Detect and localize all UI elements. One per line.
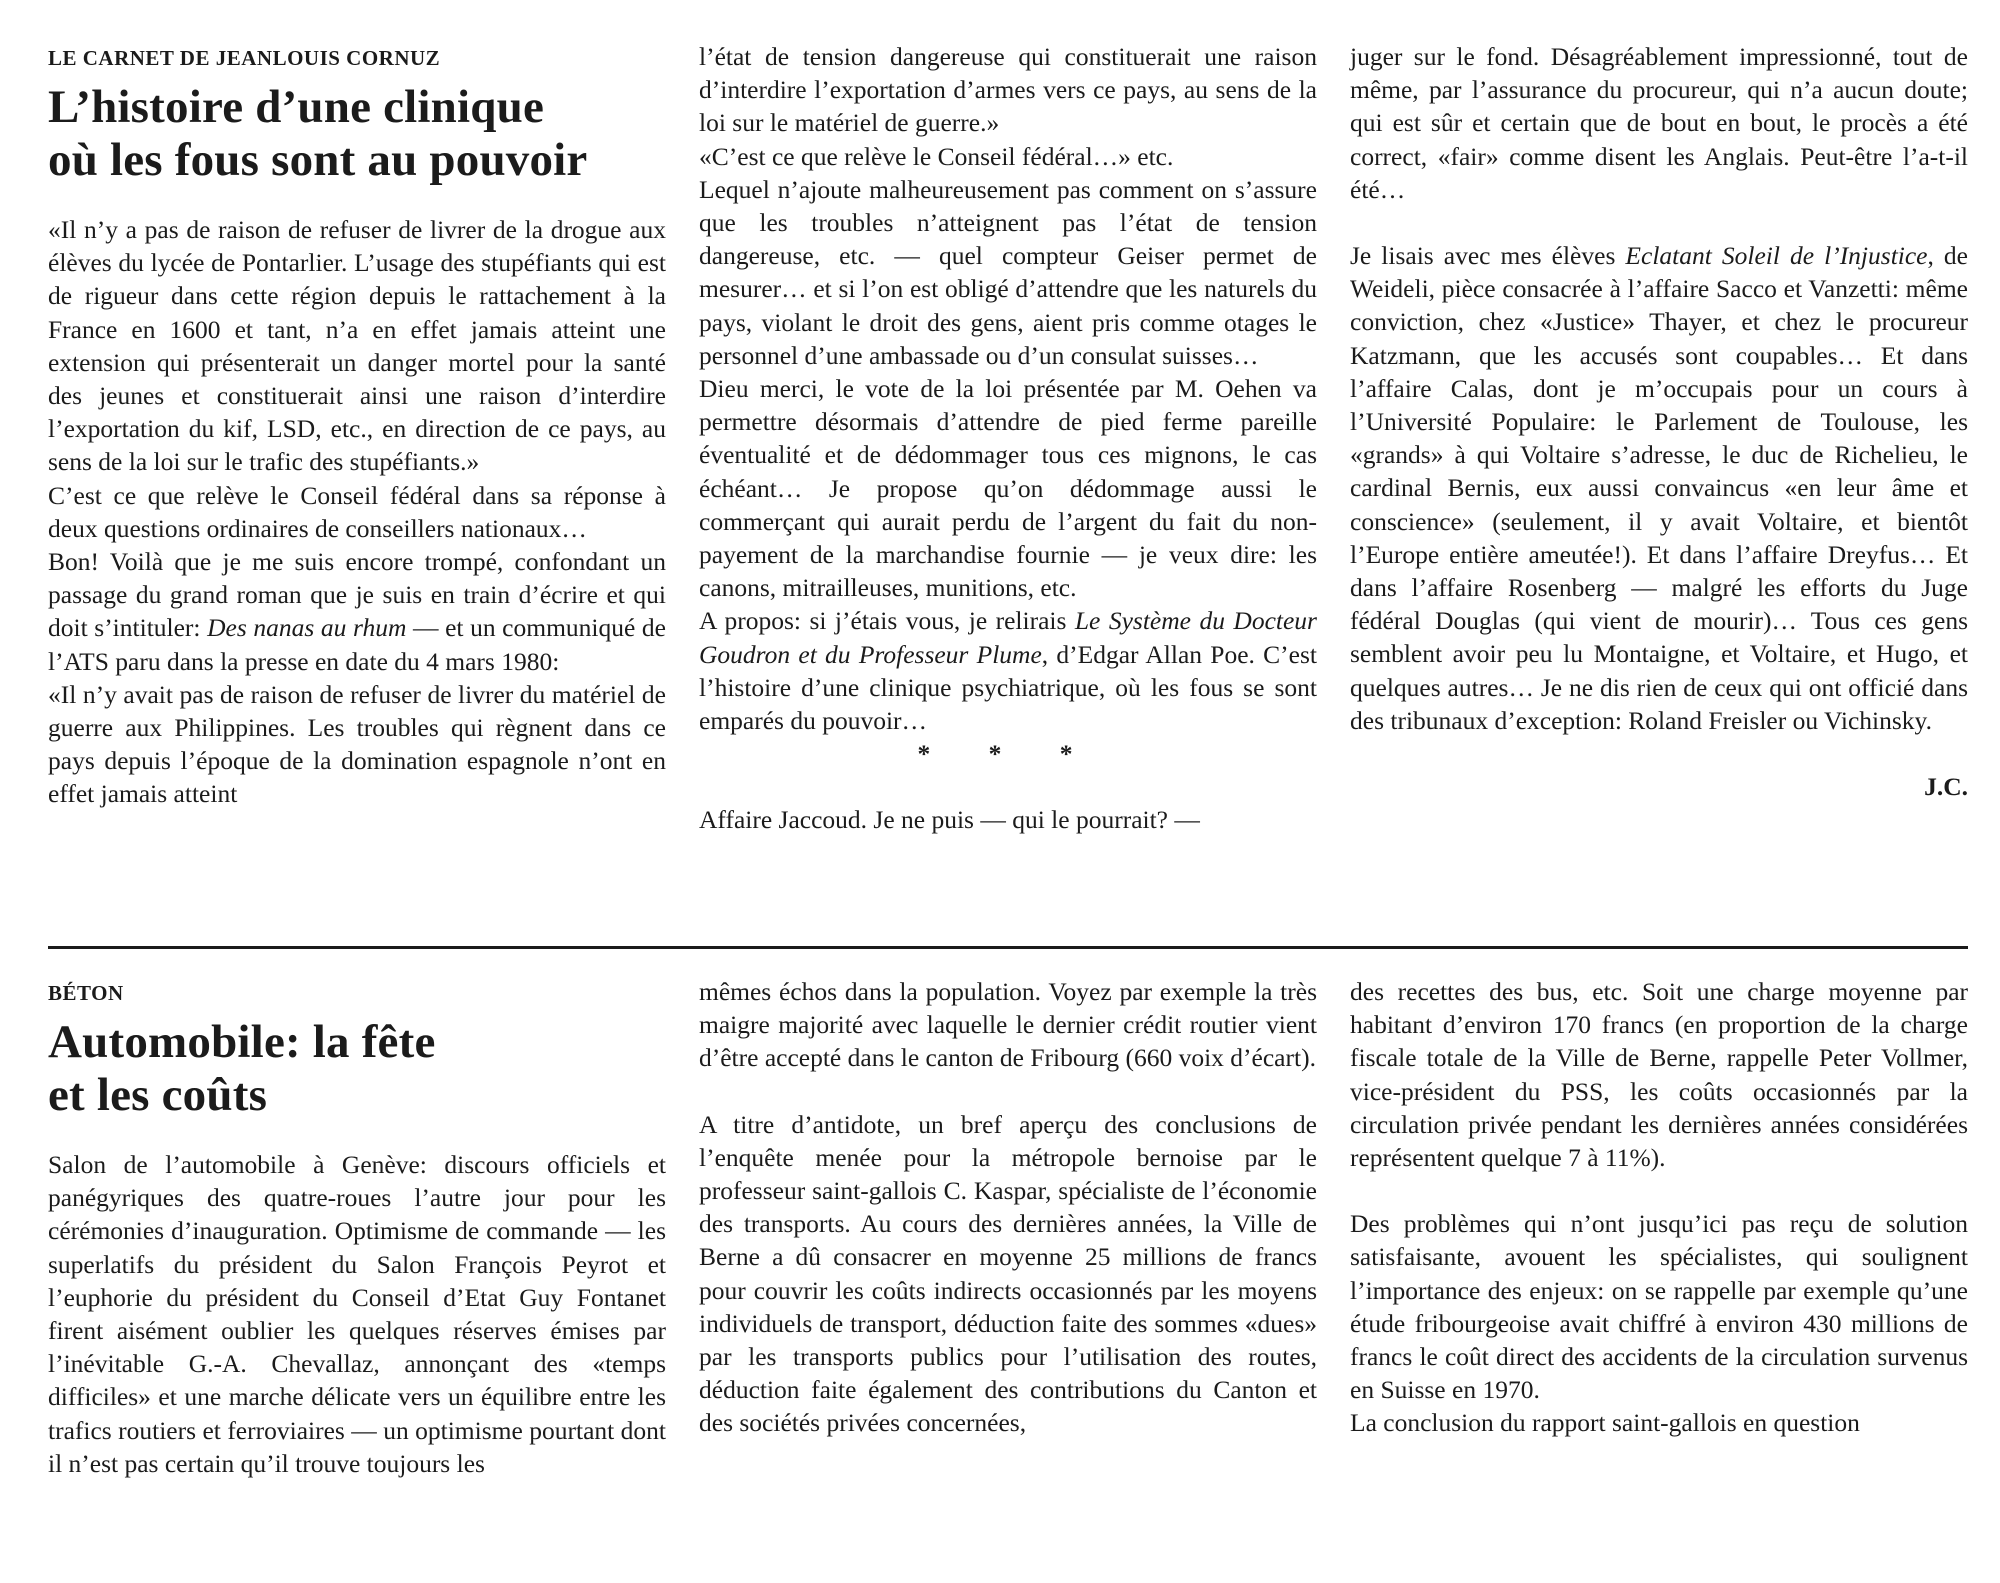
column-1 bbox=[48, 975, 666, 1480]
paragraph: juger sur le fond. Désagréablement impressionné, tout de même, par l’assurance du procureur, qui n’a aucun doute; qui est sûr et certain que de bout en bout, le procès a été correct, «fair» comme disent les Anglais. Peut-être l’a-t-il été… bbox=[1350, 42, 1968, 204]
column-3 bbox=[1350, 975, 1968, 1480]
paragraph: La conclusion du rapport saint-gallois en question bbox=[1350, 1408, 1860, 1438]
paragraph bbox=[1350, 239, 1968, 737]
article-beton bbox=[48, 975, 1968, 1535]
spacer bbox=[1350, 1174, 1968, 1207]
article-columns bbox=[48, 40, 1968, 837]
author-signature: J.C. bbox=[1924, 772, 1968, 802]
paragraph: Salon de l’automobile à Genève: discours officiels et panégyriques des quatre-roues l’autre jour pour les cérémonies d’inauguration. Optimisme de commande — les superlatifs du président du Salon François Peyrot et l’euphorie du président du Conseil d’Etat Guy Fontanet firent aisément oublier les quelques réserves émises par l’inévitable G.-A. Chevallaz, annonçant des «temps difficiles» et une marche délicate vers un équilibre entre les trafics routiers et ferroviaires — un optimisme pourtant dont il n’est pas certain qu’il trouve toujours les bbox=[48, 1150, 666, 1478]
paragraph: «Il n’y avait pas de raison de refuser de livrer du matériel de guerre aux Philippines. Les troubles qui règnent dans ce pays depuis l’époque de la domination espagnole n’ont en effet jamais atteint bbox=[48, 679, 666, 809]
text-run: A propos: si j’étais vous, je relirais bbox=[699, 606, 1075, 636]
article-headline bbox=[48, 81, 666, 187]
paragraph: Des problèmes qui n’ont jusqu’ici pas reçu de solution satisfaisante, avouent les spécialistes, qui soulignent l’importance des enjeux: on se rappelle par exemple qu’une étude fribourgeoise avait chiffré à environ 430 millions de francs le coût direct des accidents de la circulation survenus en Suisse en 1970. bbox=[1350, 1209, 1968, 1405]
section-separator-stars: * * * bbox=[917, 739, 1099, 769]
text-run: — et un communiqué de l’ATS paru dans la presse en date du 4 mars 1980: bbox=[48, 613, 666, 676]
headline-line-1: Automobile: la fête bbox=[48, 1016, 436, 1068]
paragraph: l’état de tension dangereuse qui constituerait une raison d’interdire l’exportation d’armes vers ce pays, au sens de la loi sur le matériel de guerre.» bbox=[699, 42, 1317, 138]
text-run: , de Weideli, pièce consacrée à l’affaire Sacco et Vanzetti: même conviction, chez «Justice» Thayer, et chez le procureur Katzmann, que les accusés sont coupables… Et dans l’affaire Calas, dont je m’occupais pour un cours à l’Université Populaire: le Parlement de Toulouse, les «grands» à qui Voltaire s’adresse, le duc de Richelieu, le cardinal Bernis, eux aussi convaincus «en leur âme et conscience» (seulement, il y avait Voltaire, et bientôt l’Europe entière ameutée!). Et dans l’affaire Dreyfus… Et dans l’affaire Rosenberg — malgré les efforts du Juge fédéral Douglas (qui vient de mourir)… Tous ces gens semblent avoir peu lu Montaigne, et Voltaire, et Hugo, et quelques autres… Je ne dis rien de ceux qui ont officié dans des tribunaux d’exception: Roland Freisler ou Vichinsky. bbox=[1350, 241, 1968, 735]
text-run: Je lisais avec mes élèves bbox=[1350, 241, 1626, 271]
italic-title: Eclatant Soleil de l’Injustice bbox=[1625, 241, 1928, 271]
headline-line-2: où les fous sont au pouvoir bbox=[48, 134, 588, 186]
paragraph: C’est ce que relève le Conseil fédéral dans sa réponse à deux questions ordinaires de conseillers nationaux… bbox=[48, 480, 666, 543]
paragraph: des recettes des bus, etc. Soit une charge moyenne par habitant d’environ 170 francs (en proportion de la charge fiscale totale de la Ville de Berne, rappelle Peter Vollmer, vice-président du PSS, les coûts occasionnés par la circulation privée pendant les dernières années considérées représentent quelque 7 à 11%). bbox=[1350, 977, 1968, 1173]
spacer bbox=[699, 1075, 1317, 1108]
text-run: , d’Edgar Allan Poe. C’est l’histoire d’une clinique psychiatrique, où les fous se sont emparés du pouvoir… bbox=[699, 639, 1317, 736]
italic-title: Le Système du Docteur Goudron et du Professeur Plume bbox=[699, 606, 1317, 669]
column-2 bbox=[699, 40, 1317, 837]
column-3 bbox=[1350, 40, 1968, 837]
paragraph bbox=[48, 545, 666, 678]
article-kicker: BÉTON bbox=[48, 981, 124, 1005]
spacer bbox=[1350, 206, 1968, 239]
text-run: Bon! Voilà que je me suis encore trompé, confondant un passage du grand roman que je suis en train d’écrire et qui doit s’intituler: bbox=[48, 547, 666, 643]
article-carnet bbox=[48, 40, 1968, 920]
section-divider bbox=[48, 946, 1968, 949]
headline-line-1: L’histoire d’une clinique bbox=[48, 81, 544, 133]
article-columns bbox=[48, 975, 1968, 1480]
article-headline bbox=[48, 1016, 666, 1122]
paragraph: Dieu merci, le vote de la loi présentée par M. Oehen va permettre désormais d’attendre de pied ferme pareille éventualité et de dédommager tous ces mignons, le cas échéant… Je propose qu’on dédommage aussi le commerçant qui aurait perdu de l’argent du fait du non-payement de la marchandise fournie — je veux dire: les canons, mitrailleuses, munitions, etc. bbox=[699, 374, 1317, 603]
italic-title: Des nanas au rhum bbox=[207, 613, 407, 643]
column-2 bbox=[699, 975, 1317, 1480]
spacer bbox=[1350, 737, 1968, 770]
paragraph: «Il n’y a pas de raison de refuser de livrer de la drogue aux élèves du lycée de Pontarlier. L’usage des stupéfiants qui est de rigueur dans cette région depuis le rattachement à la France en 1600 et tant, n’a en effet jamais atteint une extension qui présenterait un danger mortel pour la santé des jeunes et constituerait ainsi une raison d’interdire l’exportation du kif, LSD, etc., en direction de ce pays, au sens de la loi sur le trafic des stupéfiants.» bbox=[48, 215, 666, 477]
paragraph: mêmes échos dans la population. Voyez par exemple la très maigre majorité avec laquelle le dernier crédit routier vient d’être accepté dans le canton de Fribourg (660 voix d’écart). bbox=[699, 977, 1317, 1073]
paragraph: «C’est ce que relève le Conseil fédéral…» etc. bbox=[699, 141, 1174, 171]
paragraph: Lequel n’ajoute malheureusement pas comment on s’assure que les troubles n’atteignent pas l’état de tension dangereuse, etc. — quel compteur Geiser permet de mesurer… et si l’on est obligé d’attendre que les naturels du pays, violant le droit des gens, aient pris comme otages le personnel d’une ambassade ou d’un consulat suisses… bbox=[699, 174, 1317, 370]
paragraph bbox=[699, 604, 1317, 737]
spacer bbox=[699, 770, 1317, 803]
article-kicker: LE CARNET DE JEANLOUIS CORNUZ bbox=[48, 46, 441, 70]
headline-line-2: et les coûts bbox=[48, 1069, 268, 1121]
paragraph: Affaire Jaccoud. Je ne puis — qui le pourrait? — bbox=[699, 805, 1200, 835]
column-1 bbox=[48, 40, 666, 837]
paragraph: A titre d’antidote, un bref aperçu des conclusions de l’enquête menée pour la métropole bernoise par le professeur saint-gallois C. Kaspar, spécialiste de l’économie des transports. Au cours des dernières années, la Ville de Berne a dû consacrer en moyenne 25 millions de francs pour couvrir les coûts indirects occasionnés par les moyens individuels de transport, déduction faite des sommes «dues» par les transports publics pour l’utilisation des routes, déduction faite également des contributions du Canton et des sociétés privées concernées, bbox=[699, 1109, 1317, 1438]
